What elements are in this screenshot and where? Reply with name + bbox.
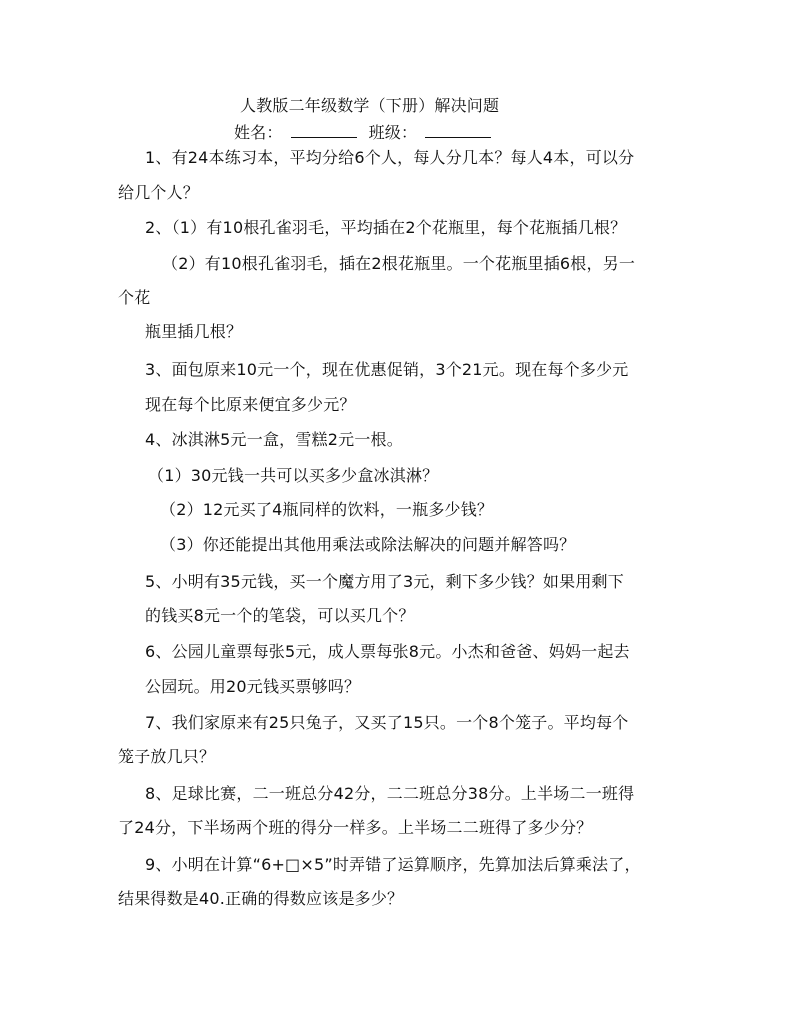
q1-line-2: 给几个人？ (118, 183, 200, 202)
q5-line-1: 5、小明有35元钱，买一个魔方用了3元，剩下多少钱？如果用剩下 (145, 572, 624, 591)
q7-line-2: 笼子放几只？ (118, 747, 216, 766)
q4-sub-3: （3）你还能提出其他用乘法或除法解决的问题并解答吗？ (160, 535, 576, 554)
q4-sub-2: （2）12元买了4瓶同样的饮料，一瓶多少钱？ (160, 500, 494, 519)
q5-line-2: 的钱买8元一个的笔袋，可以买几个？ (145, 606, 415, 625)
q6-line-1: 6、公园儿童票每张5元，成人票每张8元。小杰和爸爸、妈妈一起去 (145, 642, 630, 661)
q7-line-1: 7、我们家原来有25只兔子，又买了15只。一个8个笼子。平均每个 (145, 713, 629, 732)
q8-line-1: 8、足球比赛，二一班总分42分，二二班总分38分。上半场二一班得 (145, 784, 635, 803)
q4-sub-1: （1）30元钱一共可以买多少盒冰淇淋？ (148, 466, 439, 485)
q2-part1: 2、（1）有10根孔雀羽毛，平均插在2个花瓶里，每个花瓶插几根？ (145, 218, 627, 237)
q2-part2-line-1: （2）有10根孔雀羽毛，插在2根花瓶里。一个花瓶里插6根，另一 (162, 254, 636, 273)
class-blank[interactable] (425, 123, 491, 138)
q9-line-1: 9、小明在计算“6+□×5”时弄错了运算顺序，先算加法后算乘法了， (145, 855, 641, 874)
q1-line-1: 1、有24本练习本，平均分给6个人，每人分几本？每人4本，可以分 (145, 148, 635, 167)
q3-line-2: 现在每个比原来便宜多少元？ (145, 395, 356, 414)
q3-line-1: 3、面包原来10元一个，现在优惠促销，3个21元。现在每个多少元 (145, 360, 629, 379)
q2-part2-line-3: 瓶里插几根？ (145, 322, 243, 341)
q9-line-2: 结果得数是40.正确的得数应该是多少？ (118, 889, 404, 908)
student-info-row (234, 123, 499, 143)
q2-part2-line-2: 个花 (118, 288, 151, 307)
q4-line-1: 4、冰淇淋5元一盒，雪糕2元一根。 (145, 430, 403, 449)
q6-line-2: 公园玩。用20元钱买票够吗？ (145, 677, 361, 696)
class-label: 班级： (368, 123, 418, 142)
name-label: 姓名： (234, 123, 283, 142)
worksheet-title: 人教版二年级数学（下册）解决问题 (240, 96, 500, 115)
q8-line-2: 了24分，下半场两个班的得分一样多。上半场二二班得了多少分？ (118, 818, 593, 837)
name-blank[interactable] (291, 123, 357, 138)
